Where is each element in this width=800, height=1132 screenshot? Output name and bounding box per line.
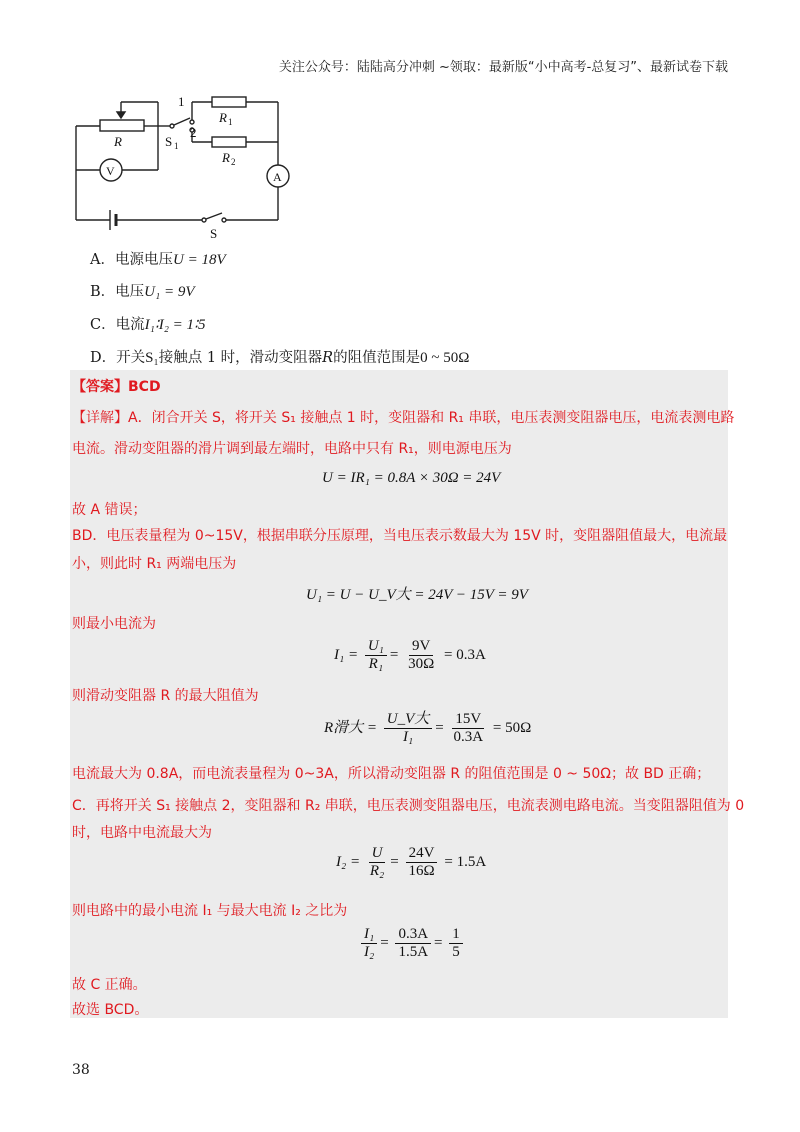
detail-line-6: 则最小电流为 (72, 616, 156, 632)
detail-line-11: 则电路中的最小电流 I₁ 与最大电流 I₂ 之比为 (72, 903, 348, 919)
detail-line-5: 小，则此时 R₁ 两端电压为 (72, 556, 237, 572)
equation-1: U = IR₁ = 0.8A × 30Ω = 24V (322, 470, 501, 486)
detail-line-2: 电流。滑动变阻器的滑片调到最左端时，电路中只有 R₁，则电源电压为 (72, 441, 512, 457)
circuit-diagram (66, 92, 296, 242)
detail-line-7: 则滑动变阻器 R 的最大阻值为 (72, 688, 259, 704)
option-a: A．电源电压U = 18V (90, 252, 226, 268)
contact-2-label: 2 (190, 125, 197, 140)
page-number: 38 (72, 1062, 90, 1078)
rheostat-label: R (114, 134, 122, 149)
equation-6: $\frac{\text{I₁}}{\text{I₂}}$ = $\frac{0.3A}{1.5A}$ = $\frac{1}{5}$ (358, 926, 466, 961)
detail-line-12: 故 C 正确。 (72, 977, 147, 993)
detail-line-3: 故 A 错误； (72, 502, 147, 518)
r1-label: R (219, 110, 227, 125)
svg-text:1: 1 (228, 117, 233, 127)
detail-line-1: 【详解】A．闭合开关 S，将开关 S₁ 接触点 1 时，变阻器和 R₁ 串联，电压表测变阻器电压，电流表测电路 (72, 410, 735, 426)
equation-2: U₁ = U − U_V大 = 24V − 15V = 9V (306, 587, 528, 603)
option-c: C．电流I₁∶I₂ = 1∶5 (90, 317, 206, 333)
page-header: 关注公众号：陆陆高分冲刺 ~领取：最新版“小中高考-总复习”、最新试卷下载 (278, 60, 728, 75)
detail-line-13: 故选 BCD。 (72, 1002, 149, 1018)
option-b: B．电压U₁ = 9V (90, 284, 195, 300)
voltmeter-label: V (106, 164, 115, 178)
answer-label: 【答案】BCD (72, 379, 161, 395)
switch-s-label: S (210, 226, 218, 241)
equation-5: I₂ = $\frac{U}{\text{R₂}}$ = $\frac{24V}{16\Omega}$ = 1.5A (336, 845, 487, 879)
s1-label: S (165, 134, 173, 149)
ammeter-label: A (273, 170, 282, 184)
detail-line-10: 时，电路中电流最大为 (72, 825, 212, 841)
detail-line-4: BD．电压表量程为 0~15V，根据串联分压原理，当电压表示数最大为 15V 时，变阻器阻值最大，电流最 (72, 528, 728, 544)
detail-line-8: 电流最大为 0.8A，而电流表量程为 0~3A，所以滑动变阻器 R 的阻值范围是 0 ~ 50Ω；故 BD 正确； (72, 766, 711, 782)
svg-text:2: 2 (231, 157, 236, 167)
contact-1-label: 1 (178, 94, 185, 109)
equation-3: I₁ = $\frac{\text{U₁}}{\text{R₁}}$ = $\frac{9V}{30\Omega}$ = 0.3A (334, 638, 486, 672)
svg-text:1: 1 (174, 141, 179, 151)
r2-label: R (222, 150, 230, 165)
equation-4: R滑大 = $\frac{\text{U\_V大}}{\text{I₁}}$ = $\frac{15V}{0.3A}$ = 50Ω (324, 711, 532, 745)
detail-line-9: C．再将开关 S₁ 接触点 2，变阻器和 R₂ 串联，电压表测变阻器电压，电流表测电路电流。当变阻器阻值为 0 (72, 798, 745, 814)
option-d: D．开关S₁接触点 1 时，滑动变阻器R的阻值范围是0 ~ 50Ω (90, 350, 470, 366)
